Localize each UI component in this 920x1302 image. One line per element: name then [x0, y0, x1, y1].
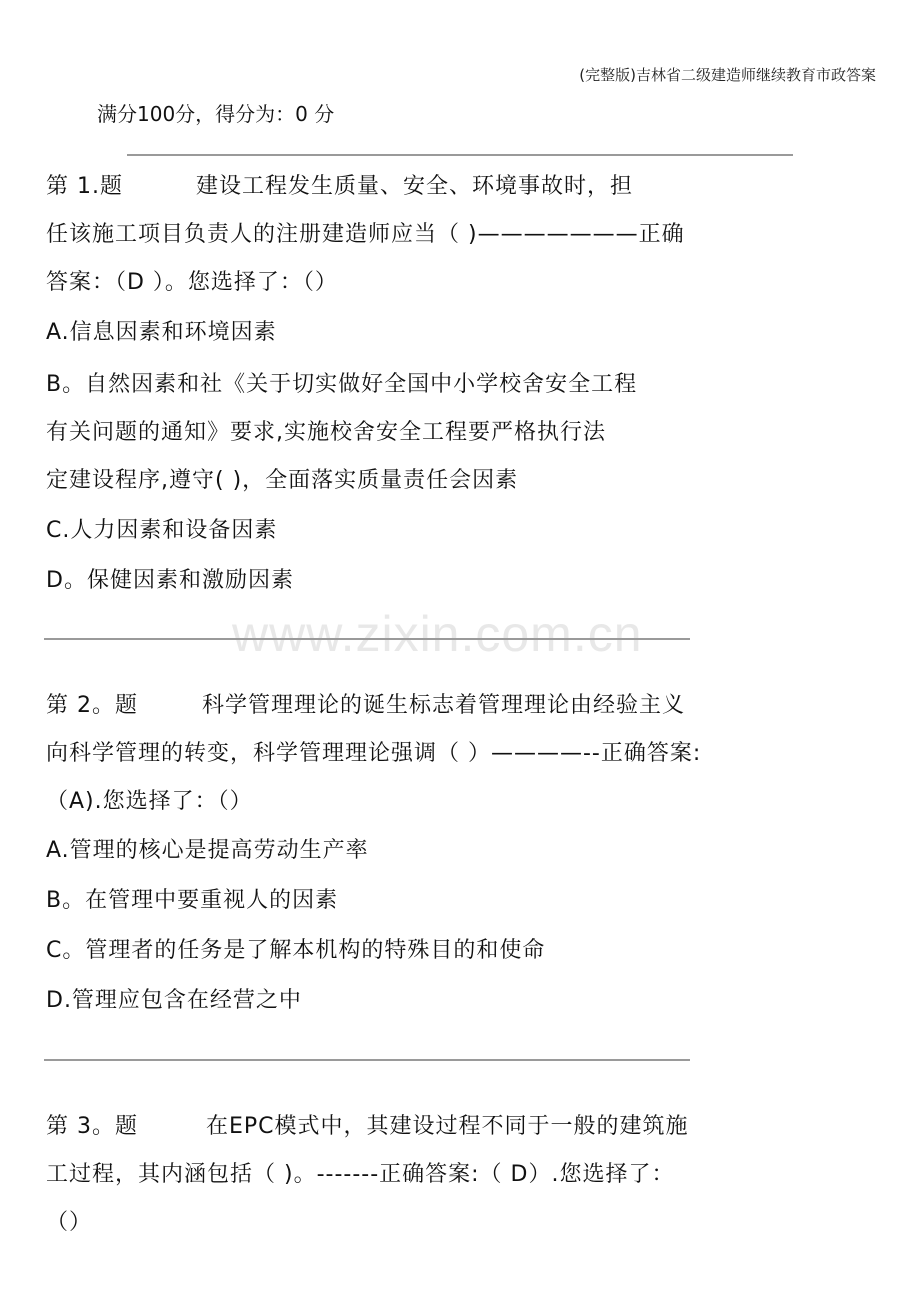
divider-question-1: [44, 638, 690, 640]
question-2-stem-line-1: [46, 682, 692, 730]
question-1-number: 第 1.题: [46, 174, 123, 199]
question-2-option-a: [46, 827, 692, 875]
question-2-option-d: [46, 977, 692, 1025]
question-3-stem-line-1: [46, 1103, 692, 1151]
divider-top: [127, 154, 793, 156]
divider-question-2: [44, 1059, 690, 1061]
question-1-option-a: [46, 309, 692, 357]
question-3-stem-line-2: 工过程，其内涵包括（ )。-------正确答案:（ D）.您选择了：: [46, 1162, 675, 1187]
question-2-option-b: [46, 877, 692, 925]
option-text: C.人力因素和设备因素: [46, 518, 278, 543]
question-1-stem-line-3: 答案：（D ）。您选择了：（）: [46, 270, 338, 295]
option-text: A.管理的核心是提高劳动生产率: [46, 838, 369, 863]
option-text: B。在管理中要重视人的因素: [46, 888, 339, 913]
option-text: 定建设程序,遵守( )，全面落实质量责任会因素: [46, 468, 519, 493]
question-3-stem-text-1: 在EPC模式中，其建设过程不同于一般的建筑施: [206, 1114, 689, 1139]
question-1-option-b: [46, 361, 692, 505]
question-2-option-c: [46, 927, 692, 975]
question-3-stem: [46, 1103, 692, 1247]
question-2-number: 第 2。题: [46, 693, 138, 718]
option-text: A.信息因素和环境因素: [46, 320, 277, 345]
question-2-stem-line-3: （A).您选择了：（）: [46, 789, 253, 814]
option-text: D。保健因素和激励因素: [46, 568, 294, 593]
option-text: D.管理应包含在经营之中: [46, 988, 302, 1013]
question-2-stem: [46, 682, 702, 826]
option-text: C。管理者的任务是了解本机构的特殊目的和使命: [46, 938, 546, 963]
question-1-stem: [46, 163, 692, 307]
option-text: 有关问题的通知》要求,实施校舍安全工程要严格执行法: [46, 420, 606, 445]
question-2-stem-text-1: 科学管理理论的诞生标志着管理理论由经验主义: [202, 693, 686, 718]
question-3-stem-line-3: （）: [46, 1210, 93, 1235]
question-2-stem-line-2: 向科学管理的转变，科学管理理论强调（ ）————--正确答案:: [46, 741, 702, 766]
watermark: www.zixin.com.cn: [232, 606, 643, 662]
question-1-stem-line-1: [46, 163, 692, 211]
question-1-option-d: [46, 557, 692, 605]
option-text: B。自然因素和社《关于切实做好全国中小学校舍安全工程: [46, 372, 638, 397]
question-1-stem-text-1: 建设工程发生质量、安全、环境事故时，担: [196, 174, 634, 199]
question-3-number: 第 3。题: [46, 1114, 138, 1139]
question-1-stem-line-2: 任该施工项目负责人的注册建造师应当（ )———————正确: [46, 222, 685, 247]
score-summary: 满分100分，得分为：0 分: [97, 102, 335, 126]
question-1-option-c: [46, 507, 692, 555]
document-header: (完整版)吉林省二级建造师继续教育市政答案: [579, 66, 876, 84]
